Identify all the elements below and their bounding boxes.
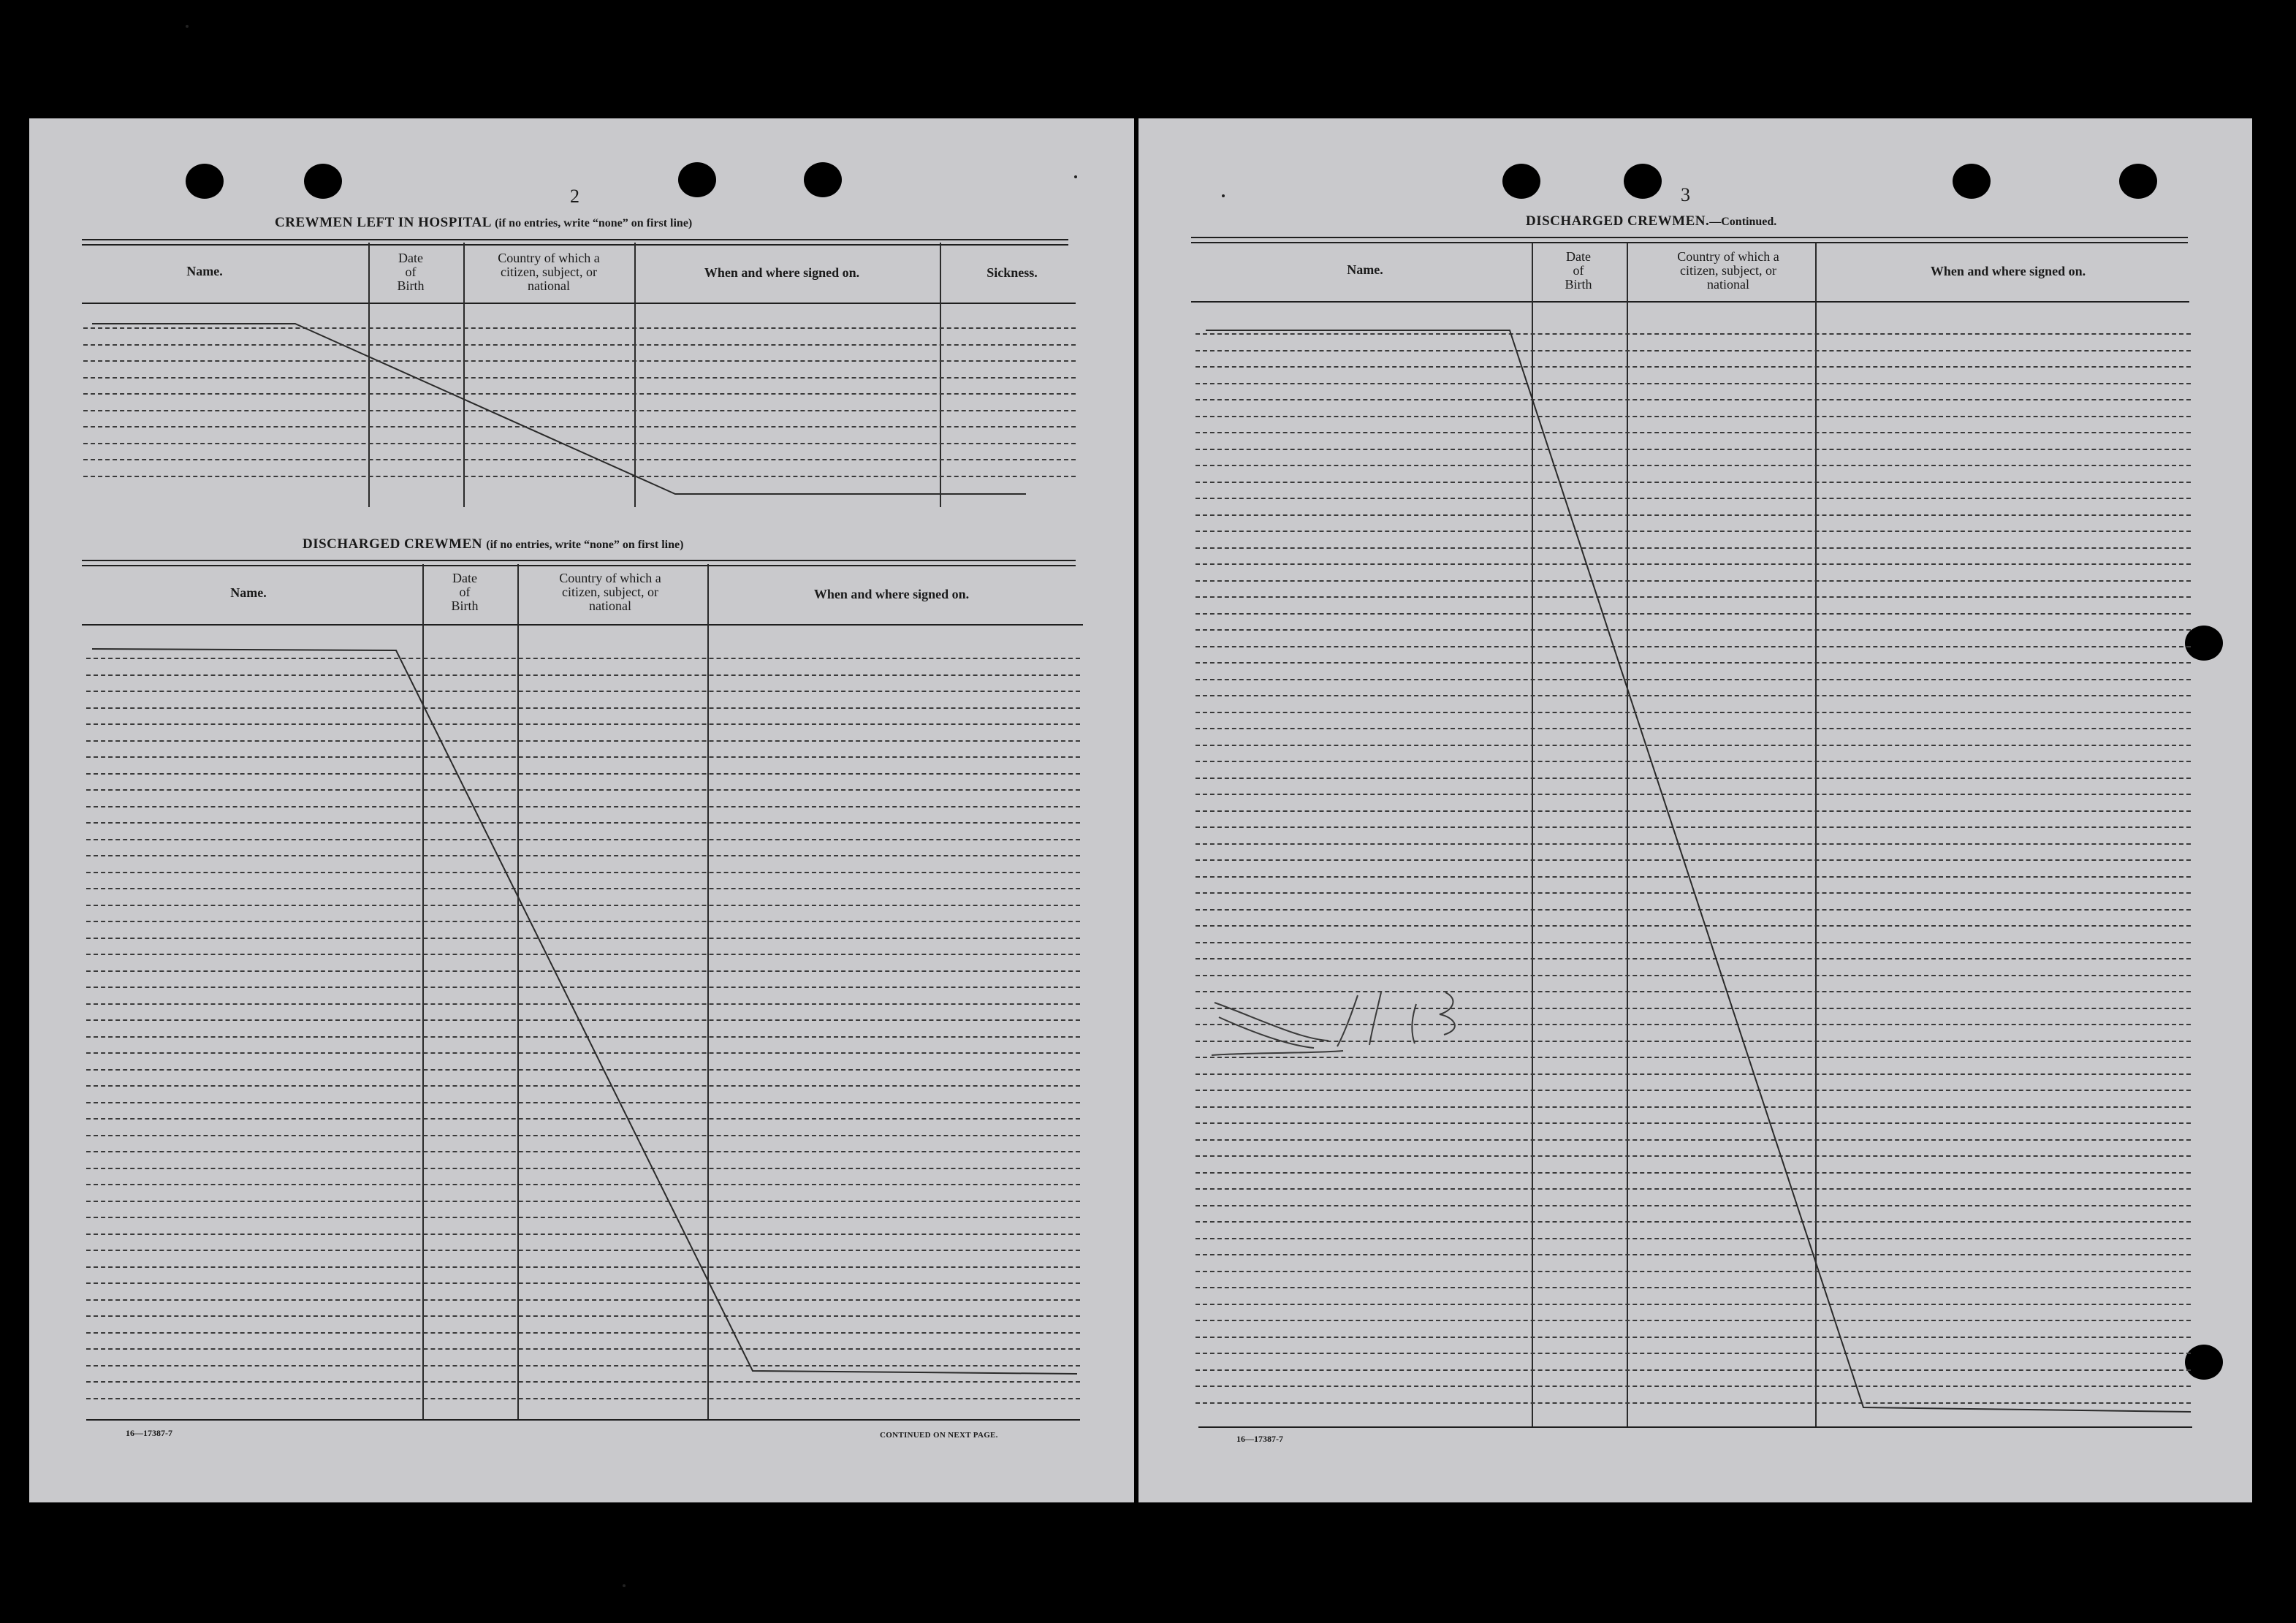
page-number: 2 xyxy=(570,186,579,207)
column-header-country: Country of which a citizen, subject, or national xyxy=(498,251,600,293)
column-header-dob: Date of Birth xyxy=(451,571,479,613)
left-page xyxy=(29,118,1134,1502)
column-header-country: Country of which a citizen, subject, or national xyxy=(1677,249,1779,292)
form-code: 16—17387-7 xyxy=(126,1428,172,1438)
column-header-name: Name. xyxy=(186,264,223,278)
strike-lines xyxy=(29,118,1134,1502)
dust-speck xyxy=(623,1584,626,1587)
handwritten-mark xyxy=(1212,992,1455,1055)
column-header-country: Country of which a citizen, subject, or national xyxy=(559,571,661,613)
right-page xyxy=(1139,118,2252,1502)
discharged-section-title: DISCHARGED CREWMEN (if no entries, write “none” on first line) xyxy=(303,536,684,552)
dust-speck xyxy=(1074,175,1077,178)
column-header-sickness: Sickness. xyxy=(987,265,1038,280)
strike-through-line xyxy=(92,324,1026,494)
page-number: 3 xyxy=(1681,184,1690,205)
column-header-signed-on: When and where signed on. xyxy=(704,265,860,280)
column-header-name: Name. xyxy=(1347,262,1383,277)
continued-note: CONTINUED ON NEXT PAGE. xyxy=(880,1431,998,1440)
column-header-dob: Date of Birth xyxy=(397,251,425,293)
form-code: 16—17387-7 xyxy=(1236,1434,1283,1444)
strike-through-line xyxy=(1206,330,2191,1412)
column-header-signed-on: When and where signed on. xyxy=(813,587,970,601)
strike-through-line xyxy=(92,649,1077,1374)
discharged-continued-title: DISCHARGED CREWMEN.—Continued. xyxy=(1526,213,1777,229)
column-header-name: Name. xyxy=(230,585,267,600)
dust-speck xyxy=(186,25,189,28)
hospital-section-title: CREWMEN LEFT IN HOSPITAL (if no entries, write “none” on first line) xyxy=(275,215,693,230)
column-header-signed-on: When and where signed on. xyxy=(1930,264,2086,278)
column-header-dob: Date of Birth xyxy=(1565,249,1592,292)
dust-speck xyxy=(1222,194,1225,197)
strike-lines xyxy=(1139,118,2252,1502)
